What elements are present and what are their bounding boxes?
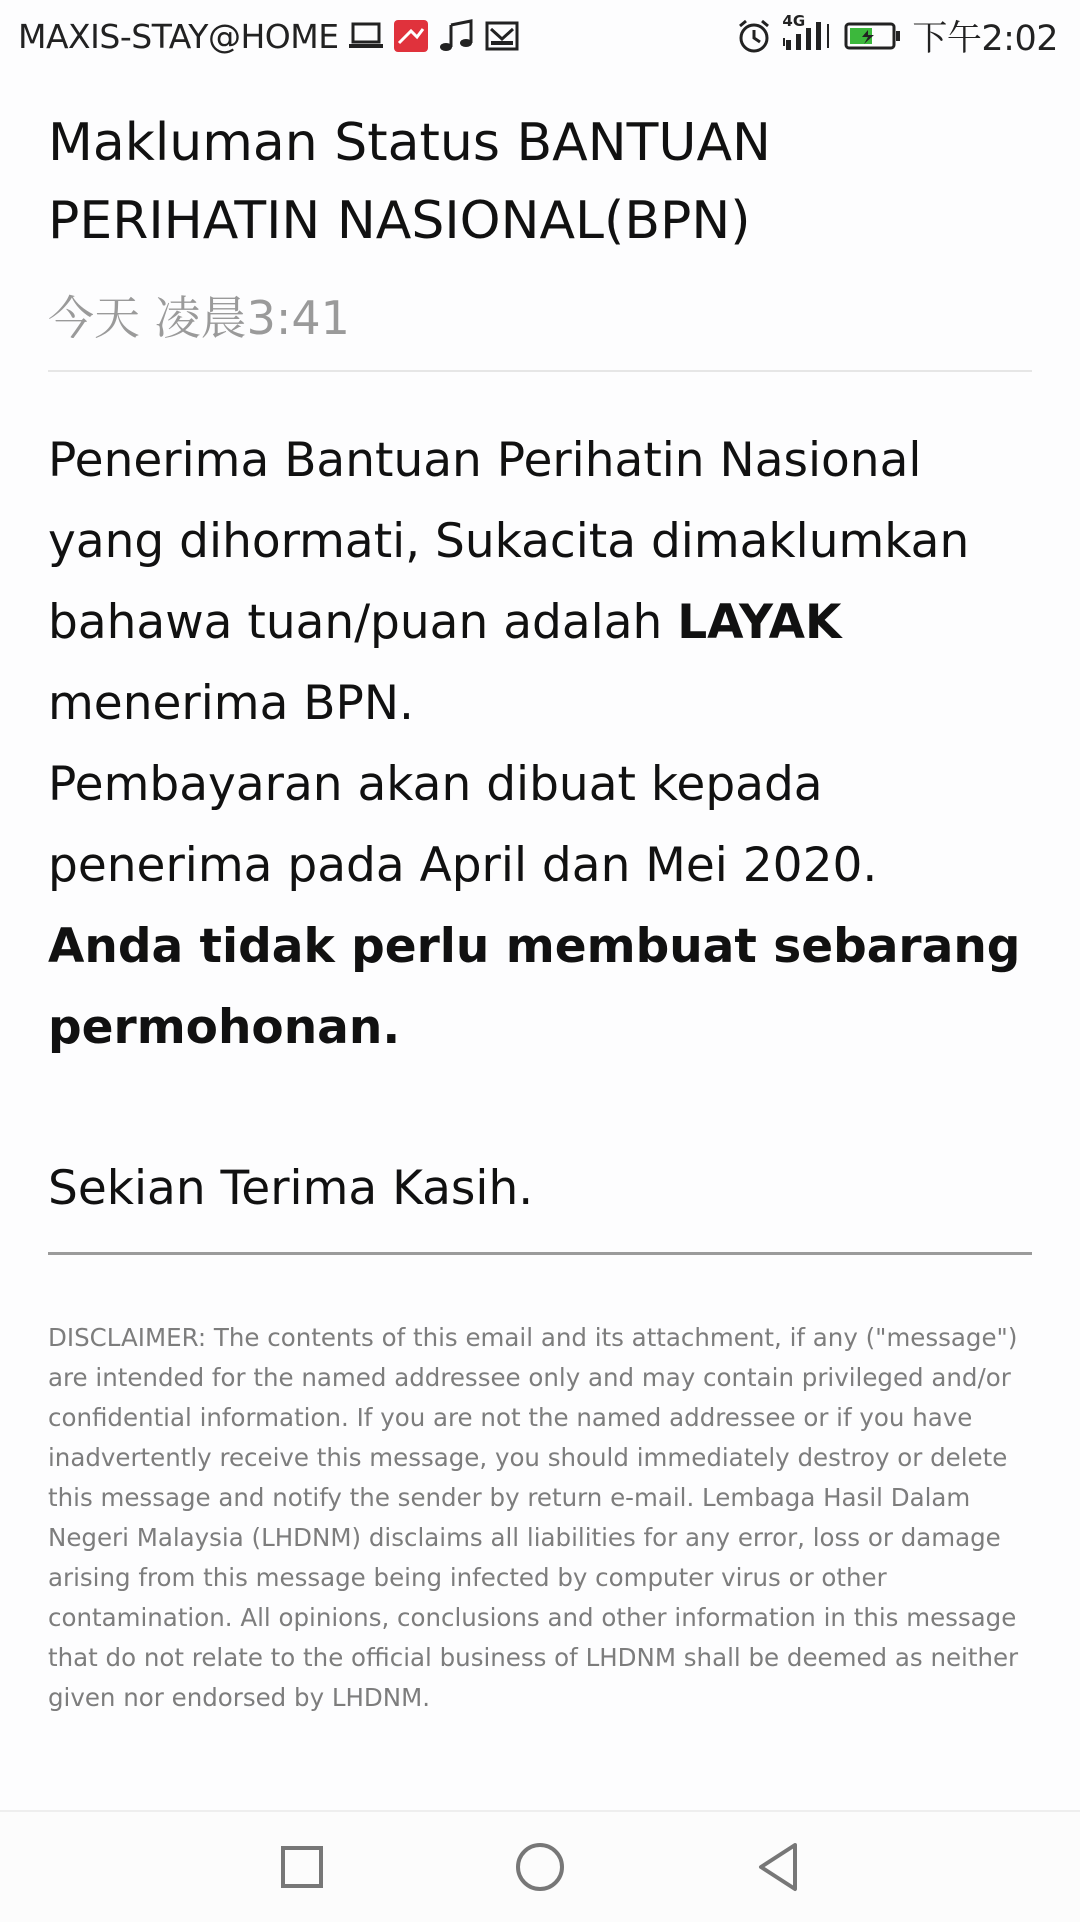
eligibility-status: LAYAK [677,595,842,650]
app-notification-icon [393,19,429,53]
network-type-label: 4G [782,12,806,30]
email-received-time: 今天 凌晨3:41 [48,291,350,345]
body-paragraph-no-application [48,906,1032,1068]
body-paragraph-payment: Pembayaran akan dibuat kepada penerima pada April dan Mei 2020. [48,757,878,893]
home-button[interactable] [500,1827,580,1907]
no-application-notice: Anda tidak perlu membuat sebarang permohonan. [48,919,1021,1055]
mail-icon [485,21,519,51]
signature-divider [48,1252,1032,1255]
recent-apps-icon [278,1843,326,1891]
carrier-name: MAXIS-STAY@HOME [18,16,339,56]
email-body [48,420,1032,1068]
email-closing: Sekian Terima Kasih. [48,1161,534,1216]
status-clock: 下午2:02 [912,19,1058,59]
status-bar-left [18,17,519,56]
home-icon [513,1840,567,1894]
music-icon [439,19,475,53]
body-text-segment: menerima BPN. [48,676,414,731]
back-icon [753,1840,803,1894]
header-divider [48,370,1032,372]
body-paragraph-eligibility [48,420,1032,744]
email-subject: Makluman Status BANTUAN PERIHATIN NASIONAL(BPN) [48,113,771,251]
status-bar-right [736,11,1058,61]
body-text-segment: Penerima Bantuan Perihatin Nasional yang dihormati, Sukacita dimaklumkan bahawa tuan/puan adalah [48,433,970,650]
alarm-icon [736,18,772,54]
signal-icon [782,12,834,54]
battery-charging-icon [844,21,902,51]
laptop-icon [349,21,383,51]
status-bar [0,0,1080,72]
email-disclaimer: DISCLAIMER: The contents of this email and its attachment, if any ("message") are intended for the named addressee only and may contain privileged and/or confidential information. If you are not the named addressee or if you have inadvertently receive this message, you should immediately destroy or delete this message and notify the sender by return e-mail. Lembaga Hasil Dalam Negeri Malaysia (LHDNM) disclaims all liabilities for any error, loss or damage arising from this message being infected by computer virus or other contamination. All opinions, conclusions and other information in this message that do not relate to the official business of LHDNM shall be deemed as neither given nor endorsed by LHDNM. [48,1323,1019,1712]
navigation-bar [0,1810,1080,1922]
back-button[interactable] [738,1827,818,1907]
recent-apps-button[interactable] [262,1827,342,1907]
